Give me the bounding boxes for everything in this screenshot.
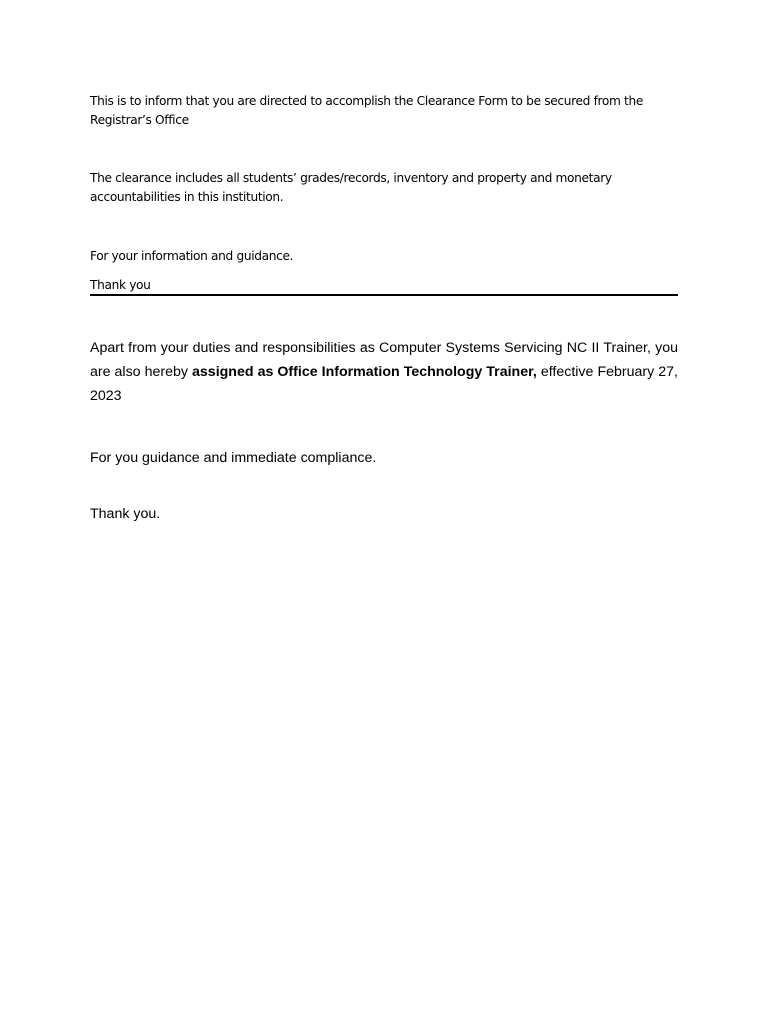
- thank-you-closing: Thank you: [90, 278, 151, 292]
- thank-you-closing-final: Thank you.: [90, 506, 161, 522]
- information-guidance-line: For your information and guidance.: [90, 249, 294, 263]
- assignment-text-effective: effective February 27, 2023: [90, 364, 678, 404]
- clearance-scope-paragraph: The clearance includes all students’ grades/records, inventory and property and monetary accountabilities in this institution.: [90, 171, 612, 204]
- assignment-text-bold: assigned as Office Information Technology Trainer,: [192, 364, 537, 380]
- assignment-text-lead: Apart from your duties and responsibilities as Computer Systems Servicing NC II Trainer, you are also hereby: [90, 340, 678, 380]
- section-divider: [90, 294, 678, 296]
- clearance-directive-paragraph: This is to inform that you are directed to accomplish the Clearance Form to be secured from the Registrar’s Office: [90, 94, 644, 127]
- assignment-paragraph: [90, 336, 678, 408]
- compliance-line: For you guidance and immediate compliance.: [90, 450, 377, 466]
